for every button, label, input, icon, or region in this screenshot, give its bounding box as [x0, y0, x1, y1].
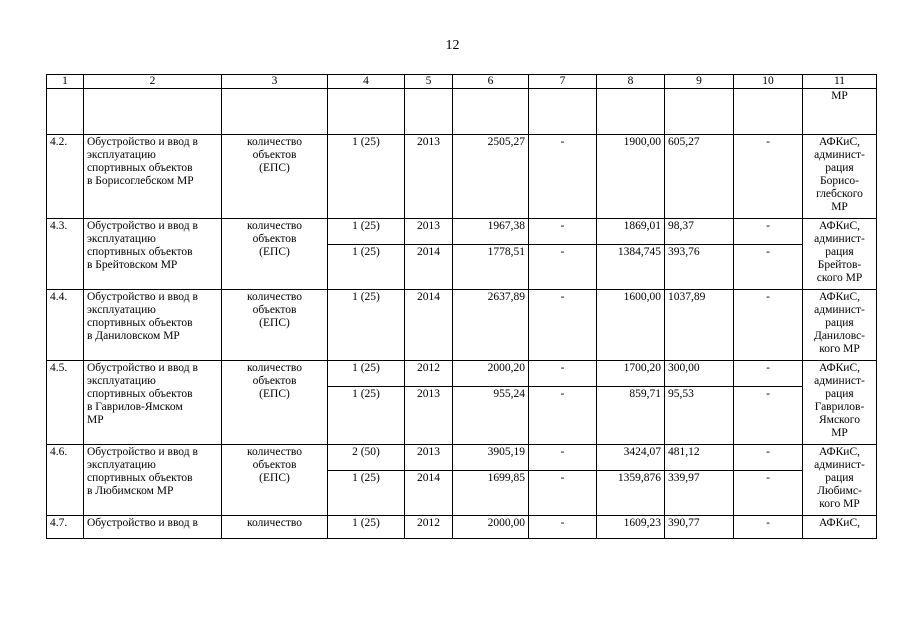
- description-cell: Обустройство и ввод в эксплуатацию спортивных объектов в Любимском МР: [84, 445, 222, 516]
- column-number: 11: [803, 75, 877, 89]
- total-cell: 1967,38: [453, 219, 529, 245]
- unit-cell: количество: [222, 516, 328, 539]
- description-cell: Обустройство и ввод в эксплуатацию спортивных объектов в Даниловском МР: [84, 290, 222, 361]
- table-row: [47, 219, 877, 245]
- org-cell: АФКиС, админист- рация Гаврилов- Ямского МР: [803, 361, 877, 445]
- row-number: 4.3.: [47, 219, 84, 290]
- unit-cell: количество объектов (ЕПС): [222, 219, 328, 290]
- quantity-cell: 2 (50): [328, 445, 405, 471]
- org-cell: МР: [803, 89, 877, 135]
- value-cell: -: [529, 387, 597, 445]
- row-number: 4.4.: [47, 290, 84, 361]
- org-cell: АФКиС, админист- рация Брейтов- ского МР: [803, 219, 877, 290]
- programme-table: [46, 74, 877, 539]
- cell: [597, 89, 665, 135]
- cell: [734, 89, 803, 135]
- cell: [529, 89, 597, 135]
- total-cell: 955,24: [453, 387, 529, 445]
- total-cell: 2637,89: [453, 290, 529, 361]
- value-cell: 1700,20: [597, 361, 665, 387]
- value-cell: 1384,745: [597, 245, 665, 290]
- value-cell: 1359,876: [597, 471, 665, 516]
- unit-cell: количество объектов (ЕПС): [222, 290, 328, 361]
- value-cell: -: [734, 471, 803, 516]
- cell: [222, 89, 328, 135]
- row-number: 4.5.: [47, 361, 84, 445]
- row-number: 4.2.: [47, 135, 84, 219]
- value-cell: 605,27: [665, 135, 734, 219]
- value-cell: -: [529, 135, 597, 219]
- cell: [47, 89, 84, 135]
- quantity-cell: 1 (25): [328, 245, 405, 290]
- value-cell: 1600,00: [597, 290, 665, 361]
- cell: [84, 89, 222, 135]
- value-cell: 481,12: [665, 445, 734, 471]
- value-cell: -: [734, 219, 803, 245]
- year-cell: 2014: [405, 471, 453, 516]
- total-cell: 1778,51: [453, 245, 529, 290]
- quantity-cell: 1 (25): [328, 290, 405, 361]
- value-cell: 3424,07: [597, 445, 665, 471]
- value-cell: -: [734, 245, 803, 290]
- value-cell: 98,37: [665, 219, 734, 245]
- value-cell: -: [734, 135, 803, 219]
- quantity-cell: 1 (25): [328, 361, 405, 387]
- value-cell: 1609,23: [597, 516, 665, 539]
- column-number: 5: [405, 75, 453, 89]
- continuation-row: [47, 89, 877, 135]
- table-row: [47, 445, 877, 471]
- column-number-row: [47, 75, 877, 89]
- cell: [665, 89, 734, 135]
- total-cell: 2000,00: [453, 516, 529, 539]
- unit-cell: количество объектов (ЕПС): [222, 135, 328, 219]
- page-number: 12: [445, 38, 460, 53]
- quantity-cell: 1 (25): [328, 471, 405, 516]
- value-cell: -: [734, 387, 803, 445]
- description-cell: Обустройство и ввод в эксплуатацию спортивных объектов в Брейтовском МР: [84, 219, 222, 290]
- year-cell: 2013: [405, 445, 453, 471]
- table-row: [47, 135, 877, 219]
- year-cell: 2013: [405, 219, 453, 245]
- column-number: 2: [84, 75, 222, 89]
- value-cell: 339,97: [665, 471, 734, 516]
- value-cell: 393,76: [665, 245, 734, 290]
- value-cell: -: [529, 516, 597, 539]
- column-number: 3: [222, 75, 328, 89]
- column-number: 1: [47, 75, 84, 89]
- description-cell: Обустройство и ввод в эксплуатацию спортивных объектов в Гаврилов-Ямском МР: [84, 361, 222, 445]
- value-cell: -: [529, 245, 597, 290]
- value-cell: -: [734, 445, 803, 471]
- value-cell: -: [734, 290, 803, 361]
- column-number: 10: [734, 75, 803, 89]
- value-cell: 390,77: [665, 516, 734, 539]
- quantity-cell: 1 (25): [328, 219, 405, 245]
- total-cell: 2000,20: [453, 361, 529, 387]
- year-cell: 2012: [405, 516, 453, 539]
- quantity-cell: 1 (25): [328, 516, 405, 539]
- description-cell: Обустройство и ввод в: [84, 516, 222, 539]
- table-row: [47, 516, 877, 539]
- total-cell: 1699,85: [453, 471, 529, 516]
- total-cell: 2505,27: [453, 135, 529, 219]
- year-cell: 2014: [405, 245, 453, 290]
- row-number: 4.7.: [47, 516, 84, 539]
- quantity-cell: 1 (25): [328, 387, 405, 445]
- unit-cell: количество объектов (ЕПС): [222, 361, 328, 445]
- value-cell: 300,00: [665, 361, 734, 387]
- row-number: 4.6.: [47, 445, 84, 516]
- year-cell: 2012: [405, 361, 453, 387]
- quantity-cell: 1 (25): [328, 135, 405, 219]
- org-cell: АФКиС, админист- рация Борисо- глебского МР: [803, 135, 877, 219]
- cell: [405, 89, 453, 135]
- value-cell: -: [529, 290, 597, 361]
- value-cell: 1900,00: [597, 135, 665, 219]
- value-cell: 95,53: [665, 387, 734, 445]
- table-row: [47, 290, 877, 361]
- column-number: 9: [665, 75, 734, 89]
- cell: [453, 89, 529, 135]
- column-number: 8: [597, 75, 665, 89]
- org-cell: АФКиС,: [803, 516, 877, 539]
- year-cell: 2013: [405, 387, 453, 445]
- description-cell: Обустройство и ввод в эксплуатацию спортивных объектов в Борисоглебском МР: [84, 135, 222, 219]
- column-number: 7: [529, 75, 597, 89]
- unit-cell: количество объектов (ЕПС): [222, 445, 328, 516]
- value-cell: -: [529, 361, 597, 387]
- org-cell: АФКиС, админист- рация Даниловс- кого МР: [803, 290, 877, 361]
- value-cell: -: [529, 471, 597, 516]
- year-cell: 2013: [405, 135, 453, 219]
- org-cell: АФКиС, админист- рация Любимс- кого МР: [803, 445, 877, 516]
- value-cell: -: [529, 219, 597, 245]
- column-number: 4: [328, 75, 405, 89]
- value-cell: 1037,89: [665, 290, 734, 361]
- value-cell: 1869,01: [597, 219, 665, 245]
- cell: [328, 89, 405, 135]
- total-cell: 3905,19: [453, 445, 529, 471]
- year-cell: 2014: [405, 290, 453, 361]
- column-number: 6: [453, 75, 529, 89]
- table-row: [47, 361, 877, 387]
- value-cell: -: [734, 361, 803, 387]
- value-cell: -: [529, 445, 597, 471]
- value-cell: -: [734, 516, 803, 539]
- value-cell: 859,71: [597, 387, 665, 445]
